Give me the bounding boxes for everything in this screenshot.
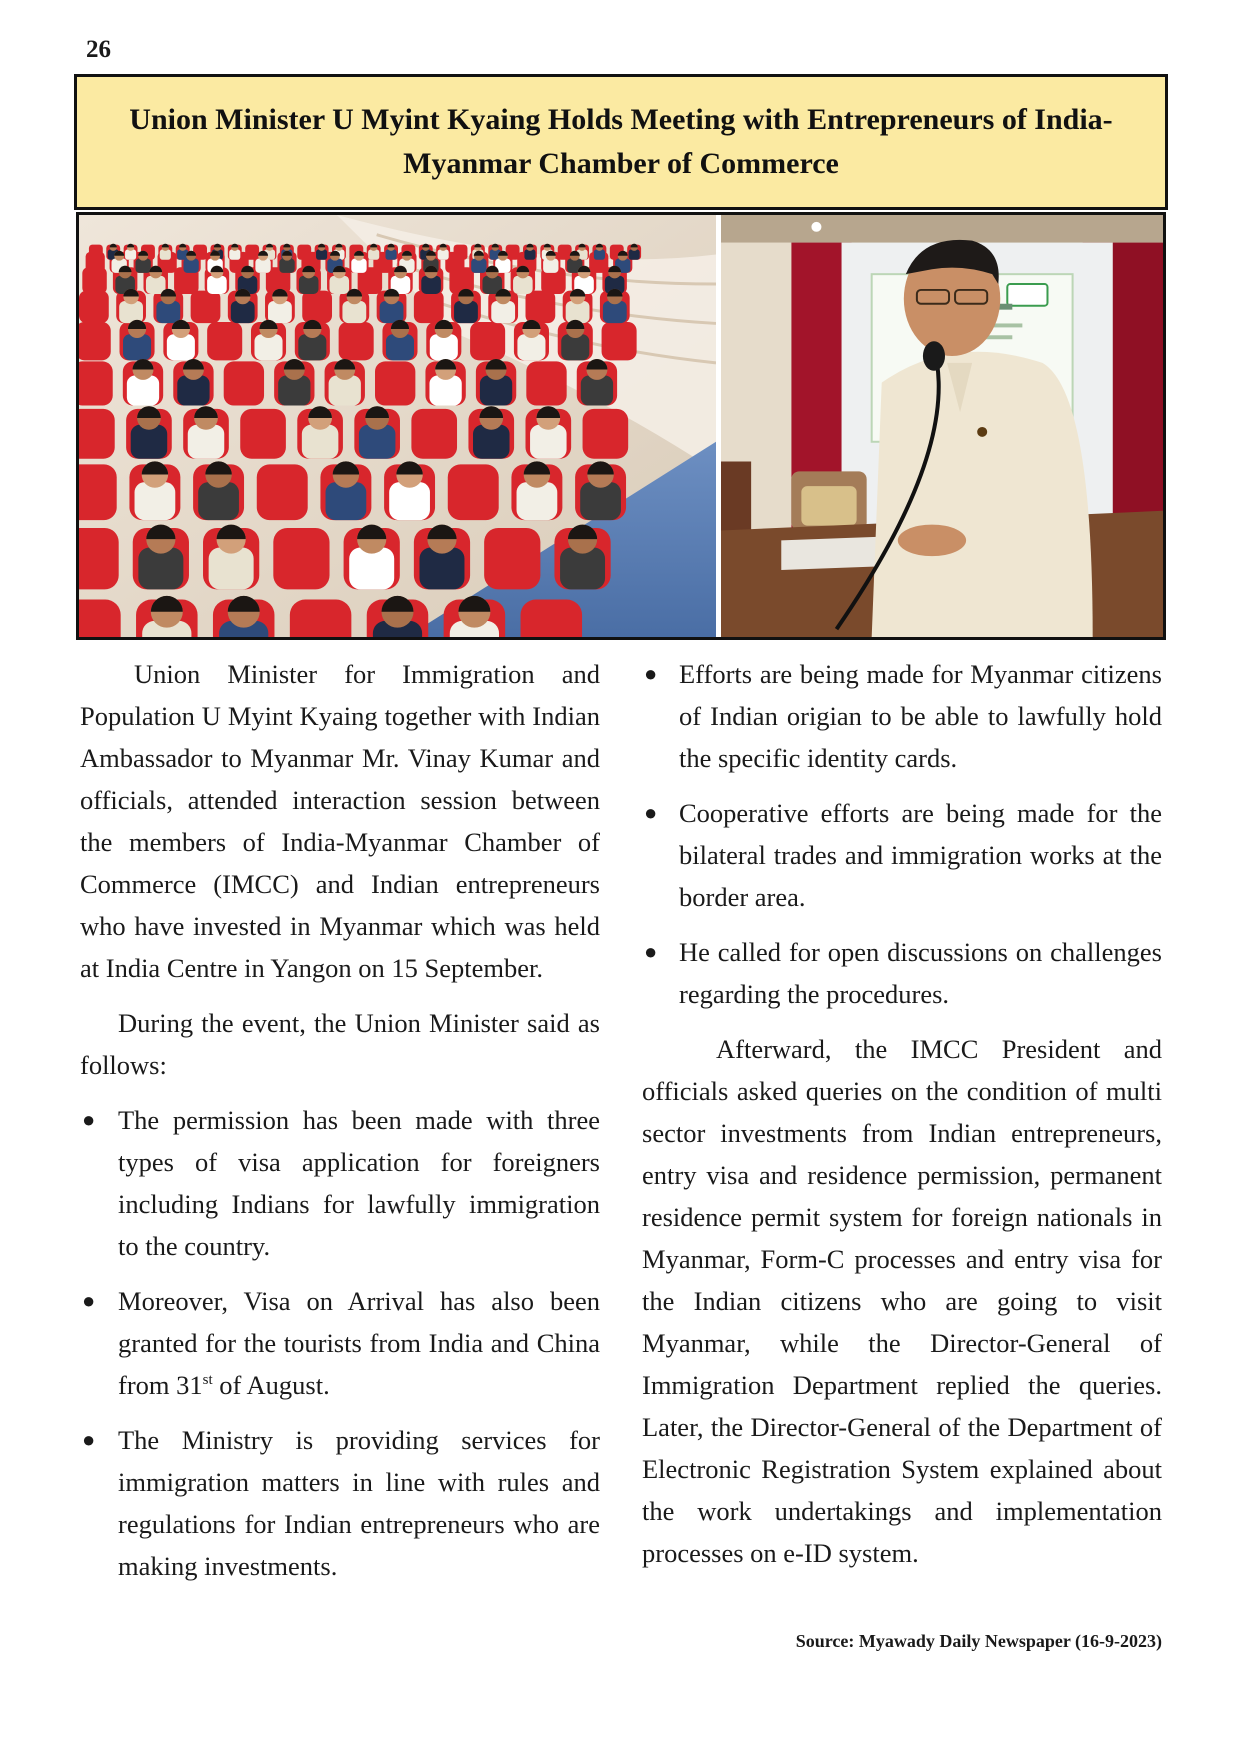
list-item <box>642 792 1162 918</box>
ordinal-suffix: st <box>202 1372 213 1389</box>
photo-strip <box>76 212 1166 640</box>
auditorium-seat <box>191 291 221 324</box>
auditorium-seat <box>526 361 566 405</box>
audience-photo-image <box>79 215 716 637</box>
auditorium-seat <box>290 600 352 637</box>
lead-paragraph: During the event, the Union Minister said as follows: <box>80 1008 600 1080</box>
auditorium-seat <box>79 322 111 360</box>
bullet-list-left <box>80 1099 600 1587</box>
closing-paragraph: Afterward, the IMCC President and officials asked queries on the condition of multi sector investments from Indian entrepreneurs, entry visa and residence permission, permanent residence permit system for foreign nationals in Myanmar, Form-C processes and entry visa for the Indian citizens who are going to visit Myanmar, while the Director-General of Immigration Department replied the queries. Later, the Director-General of the Department of Electronic Registration System explained about the work undertakings and implementation processes on e-ID system. <box>642 1034 1162 1568</box>
source-credit: Source: Myawady Daily Newspaper (16-9-2023) <box>795 1631 1162 1651</box>
intro-paragraph: Union Minister for Immigration and Population U Myint Kyaing together with Indian Ambassador to Myanmar Mr. Vinay Kumar and officials, attended interaction session between the members of India-Myanmar Chamber of Commerce (IMCC) and Indian entrepreneurs who have invested in Myanmar which was held at India Centre in Yangon on 15 September. <box>80 659 600 983</box>
auditorium-seat <box>583 409 629 459</box>
auditorium-seat <box>257 464 308 520</box>
bullet-text: Cooperative efforts are being made for the bilateral trades and immigration works at the border area. <box>679 798 1162 912</box>
auditorium-seat <box>602 322 637 360</box>
bullet-icon: ● <box>644 661 658 686</box>
page-number: 26 <box>86 36 111 63</box>
auditorium-seat <box>448 464 499 520</box>
list-item <box>80 1280 600 1406</box>
column-right <box>642 653 1162 1633</box>
speaker-photo-image <box>721 215 1163 637</box>
list-item <box>642 653 1162 779</box>
auditorium-seat <box>525 291 555 324</box>
bullet-text <box>118 1286 600 1400</box>
bullet-text: He called for open discussions on challenges regarding the procedures. <box>679 937 1162 1009</box>
auditorium-seat <box>414 291 444 324</box>
bullet-icon: ● <box>644 800 658 825</box>
bullet-text: The permission has been made with three types of visa application for foreigners including Indians for lawfully immigration to the country. <box>118 1105 600 1261</box>
article-title: Union Minister U Myint Kyaing Holds Meeting with Entrepreneurs of India-Myanmar Chamber of Commerce <box>129 103 1113 180</box>
speaker-photo <box>721 215 1163 637</box>
bullet-icon: ● <box>644 939 658 964</box>
list-item <box>80 1099 600 1267</box>
list-item <box>80 1419 600 1587</box>
bullet-icon: ● <box>82 1288 96 1313</box>
auditorium-seat <box>79 291 109 324</box>
bullet-text: Efforts are being made for Myanmar citizens of Indian origian to be able to lawfully hold the specific identity cards. <box>679 659 1162 773</box>
auditorium-seat <box>411 409 457 459</box>
bullet-text-part: Moreover, Visa on Arrival has also been granted for the tourists from India and China from 31 <box>118 1286 600 1400</box>
bullet-list-right <box>642 653 1162 1015</box>
auditorium-seat <box>224 361 264 405</box>
auditorium-seat <box>82 267 106 294</box>
auditorium-seat <box>302 291 332 324</box>
auditorium-seat <box>79 409 115 459</box>
auditorium-seat <box>375 361 415 405</box>
auditorium-seat <box>240 409 286 459</box>
list-item <box>642 931 1162 1015</box>
auditorium-seat <box>207 322 242 360</box>
auditorium-seat <box>273 528 329 589</box>
auditorium-seat <box>79 361 113 405</box>
auditorium-seat <box>521 600 583 637</box>
auditorium-seat <box>79 600 121 637</box>
title-box <box>74 74 1168 210</box>
auditorium-seat <box>470 322 505 360</box>
auditorium-seat <box>339 322 374 360</box>
article-columns <box>80 653 1162 1633</box>
auditorium-seat <box>449 267 473 294</box>
auditorium-seat <box>484 528 540 589</box>
column-left <box>80 653 600 1633</box>
bullet-icon: ● <box>82 1107 96 1132</box>
auditorium-seat <box>79 528 119 589</box>
bullet-text-part: of August. <box>212 1370 330 1400</box>
bullet-icon: ● <box>82 1427 96 1452</box>
auditorium-seat <box>79 464 117 520</box>
bullet-text: The Ministry is providing services for immigration matters in line with rules and regulations for Indian entrepreneurs who are making investments. <box>118 1425 600 1581</box>
audience-photo <box>79 215 721 637</box>
